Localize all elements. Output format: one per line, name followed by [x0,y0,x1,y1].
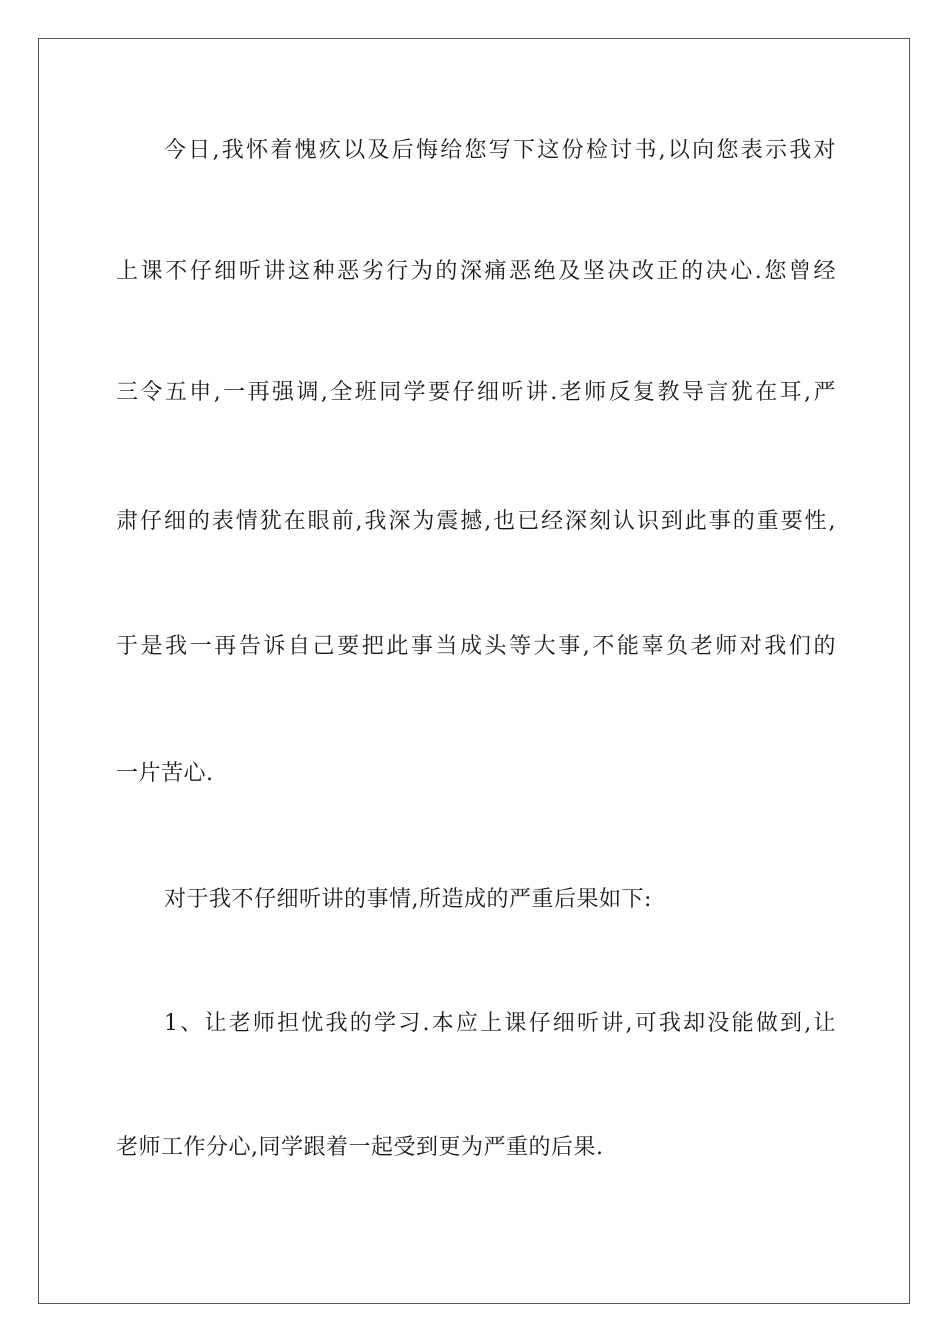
paragraph-line: 今日,我怀着愧疚以及后悔给您写下这份检讨书,以向您表示我对 [164,138,836,163]
paragraph-line: 于是我一再告诉自己要把此事当成头等大事,不能辜负老师对我们的 [116,634,836,659]
paragraph-line: 肃仔细的表情犹在眼前,我深为震撼,也已经深刻认识到此事的重要性, [116,509,836,534]
paragraph-line: 老师工作分心,同学跟着一起受到更为严重的后果. [116,1135,604,1160]
paragraph-line: 1、让老师担忧我的学习.本应上课仔细听讲,可我却没能做到,让 [164,1011,836,1036]
paragraph-line: 对于我不仔细听讲的事情,所造成的严重后果如下: [164,887,652,912]
page-border [38,38,910,1304]
paragraph-line: 三令五申,一再强调,全班同学要仔细听讲.老师反复教导言犹在耳,严 [116,380,836,405]
paragraph-line: 一片苦心. [116,761,214,786]
paragraph-line: 上课不仔细听讲这种恶劣行为的深痛恶绝及坚决改正的决心.您曾经 [116,259,836,284]
